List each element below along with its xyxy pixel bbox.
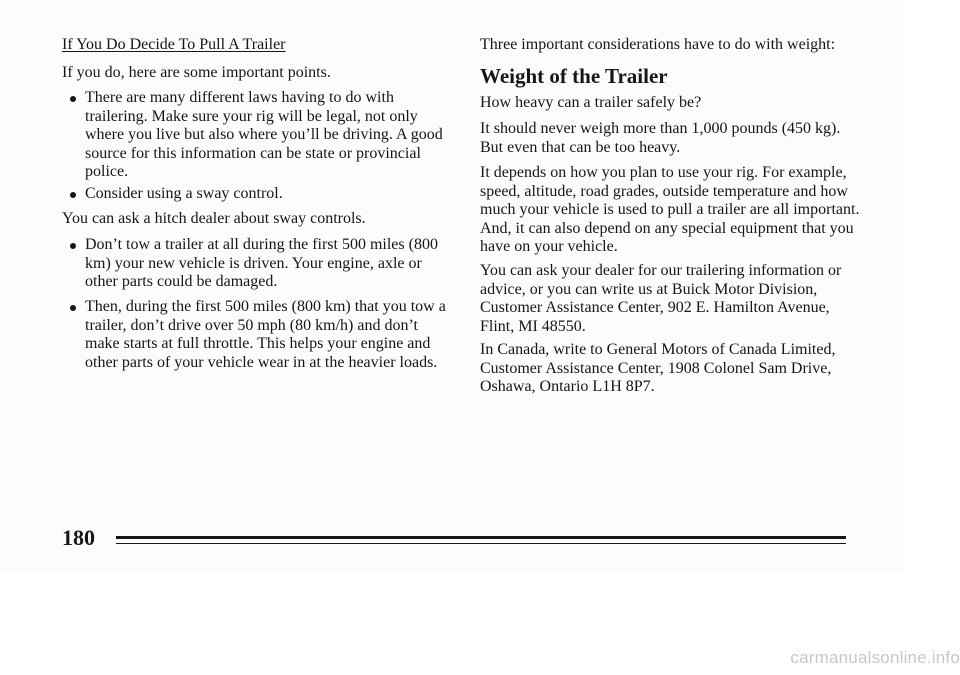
bullet-icon (70, 305, 76, 311)
bullet-text: There are many different laws having to do with trailering. Make sure your rig will be legal, not only where you live but also where you’ll be driving. A good source for this information can be state or provincial police. (85, 89, 443, 180)
paragraph: It depends on how you plan to use your rig. For example, speed, altitude, road grades, outside temperature and how much your vehicle is used to pull a trailer are all important. And, it can also depend on any special equipment that you have on your vehicle. (480, 164, 860, 255)
footer-rule (116, 543, 846, 544)
bullet-item-sway (62, 185, 447, 204)
weight-intro: Three important considerations have to do with weight: (480, 36, 836, 53)
page-number: 180 (62, 525, 95, 550)
paragraph: It should never weigh more than 1,000 pounds (450 kg). But even that can be too heavy. (480, 120, 841, 156)
bullet-text: Then, during the first 500 miles (800 km) that you tow a trailer, don’t drive over 50 mph (80 km/h) and don’t make starts at full throttle. This helps your engine and other parts of your vehicle wear in at the heavier loads. (85, 298, 446, 371)
sway-note: You can ask a hitch dealer about sway controls. (62, 210, 366, 227)
watermark: carmanualsonline.info (790, 648, 960, 667)
bullet-item-break-in (62, 236, 447, 292)
bullet-text: Consider using a sway control. (85, 185, 283, 202)
bullet-item-speed (62, 298, 447, 372)
section-title: Weight of the Trailer (480, 64, 668, 88)
page-footer (62, 523, 862, 553)
bullet-icon (70, 192, 76, 198)
footer-rule (116, 536, 846, 539)
paragraph: In Canada, write to General Motors of Canada Limited, Customer Assistance Center, 1908 Colonel Sam Drive, Oshawa, Ontario L1H 8P7. (480, 341, 836, 395)
intro-paragraph: If you do, here are some important points. (62, 64, 331, 81)
bullet-text: Don’t tow a trailer at all during the first 500 miles (800 km) your new vehicle is driven. Your engine, axle or other parts could be damaged. (85, 236, 438, 290)
paragraph: How heavy can a trailer safely be? (480, 94, 702, 111)
bullet-icon (70, 96, 76, 102)
bullet-item-laws (62, 89, 447, 182)
paragraph: You can ask your dealer for our trailering information or advice, or you can write us at Buick Motor Division, Customer Assistance Center, 902 E. Hamilton Avenue, Flint, MI 48550. (480, 262, 842, 335)
bullet-icon (70, 243, 76, 249)
subsection-heading: If You Do Decide To Pull A Trailer (62, 36, 286, 53)
